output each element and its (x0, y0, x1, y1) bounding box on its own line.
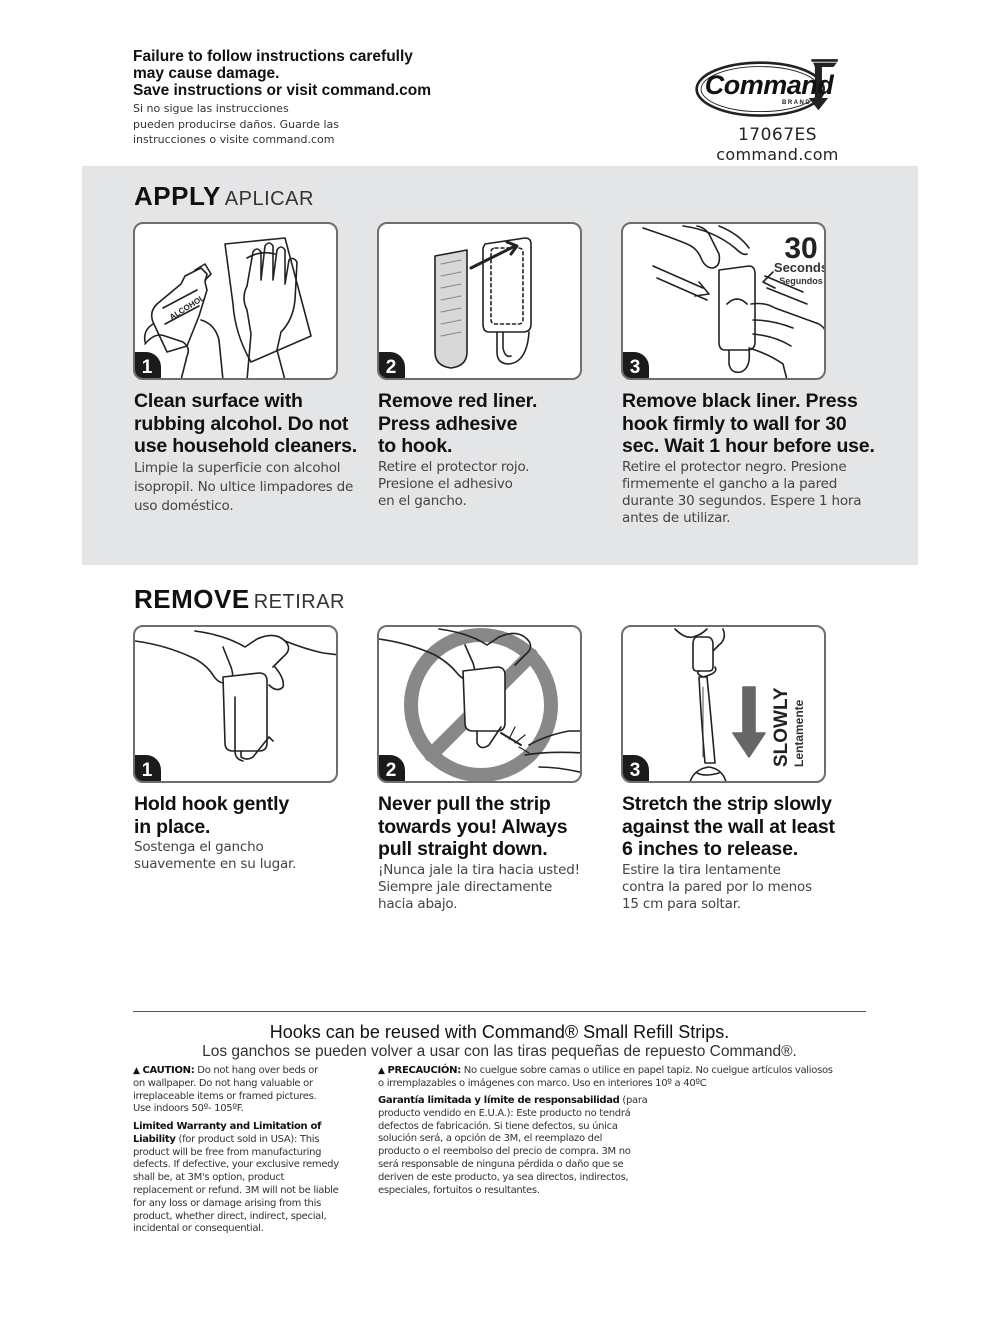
logo-text: Command (704, 70, 834, 100)
apply-step-1-text: Clean surface with rubbing alcohol. Do not use household cleaners. Limpie la superficie con alcohol isopropil. No ultice limpadores de uso doméstico. (134, 390, 357, 514)
step-number-badge: 3 (621, 755, 649, 783)
slowly-label: SLOWLY (771, 687, 792, 767)
warranty-es: Garantía limitada y límite de responsabilidad (para producto vendido en E.U.A.): Este producto no tendrá defectos de fabricación. Si tiene defectos, su única solución será, a opción de 3M, el reemplazo del producto o el reembolso del precio de compra. 3M no será responsable de ninguna pérdida o daño que se deriven de este producto, ya sea directos, indirectos, especiales, fortuitos o resultantes. (378, 1095, 648, 1196)
command-logo-block (690, 50, 865, 170)
step-number-badge: 1 (133, 755, 161, 783)
lentamente-label: Lentamente (792, 699, 806, 767)
hold-hook-hand-icon (135, 627, 338, 783)
warning-triangle-icon: ▲ (378, 1066, 385, 1076)
reuse-note-en: Hooks can be reused with Command® Small Refill Strips. (269, 1022, 730, 1042)
logo-brand: BRAND (782, 100, 812, 106)
warning-triangle-icon: ▲ (133, 1066, 140, 1076)
adhesive-strip-hook-icon (379, 224, 582, 380)
apply-title: APPLY APLICAR (134, 181, 314, 211)
stretch-strip-icon (623, 627, 826, 783)
warning-spanish: Si no sigue las instrucciones pueden producirse daños. Guarde las instrucciones o visite command.com (133, 102, 339, 146)
remove-step-1-text: Hold hook gently in place. Sostenga el gancho suavemente en su lugar. (134, 793, 297, 872)
svg-text:ALCOHOL: ALCOHOL (167, 293, 207, 322)
step-number-badge: 2 (377, 755, 405, 783)
step-number-badge: 1 (133, 352, 161, 380)
caution-es: ▲ PRECAUCIÓN: No cuelgue sobre camas o utilice en papel tapiz. No cuelgue artículos valiosos o irremplazables o imágenes con marco. Uso en interiores 10º a 40ºC (378, 1065, 833, 1089)
step-number-badge: 3 (621, 352, 649, 380)
step-number-badge: 2 (377, 352, 405, 380)
remove-step-3-text: Stretch the strip slowly against the wall at least 6 inches to release. Estire la tira lentamente contra la pared por lo menos 15 cm para soltar. (622, 793, 835, 912)
apply-step-1-illustration (133, 222, 338, 380)
warning-english: Failure to follow instructions carefully may cause damage. Save instructions or visit command.com (133, 48, 432, 99)
remove-step-3-illustration (621, 625, 826, 783)
apply-step-3-illustration (621, 222, 826, 380)
apply-step-2-text: Remove red liner. Press adhesive to hook. Retire el protector rojo. Presione el adhesivo en el gancho. (378, 390, 538, 509)
reuse-note-es: Los ganchos se pueden volver a usar con las tiras pequeñas de repuesto Command®. (202, 1043, 797, 1060)
apply-step-2-illustration (377, 222, 582, 380)
alcohol-bottle-icon (135, 224, 338, 380)
press-hook-hands-icon (623, 224, 826, 380)
timer-unit-en: Seconds (773, 260, 828, 275)
apply-step-3-text: Remove black liner. Press hook firmly to wall for 30 sec. Wait 1 hour before use. Retire el protector negro. Presione firmemente el gancho a la pared durante 30 segundos. Espere 1 hora antes de utilizar. (622, 390, 875, 526)
caution-en: ▲ CAUTION: Do not hang over beds or on wallpaper. Do not hang valuable or irreplaceable items or framed pictures. Use indoors 50º- 105ºF. (133, 1065, 318, 1115)
remove-step-1-illustration (133, 625, 338, 783)
model-number: 17067ES (737, 125, 818, 145)
timer-value: 30 (784, 232, 818, 265)
footer-divider (133, 1011, 866, 1012)
website-text: command.com (716, 145, 839, 164)
prohibited-pull-icon (379, 627, 582, 783)
remove-step-2-illustration (377, 625, 582, 783)
warranty-en: Limited Warranty and Limitation of Liability (for product sold in USA): This product will be free from manufacturing defects. If defective, your exclusive remedy shall be, at 3M's option, product replacement or refund. 3M will not be liable for any loss or damage arising from this product, whether direct, indirect, special, incidental or consequential. (133, 1121, 339, 1235)
remove-step-2-text: Never pull the strip towards you! Always pull straight down. ¡Nunca jale la tira hacia usted! Siempre jale directamente hacia abajo. (378, 793, 580, 912)
timer-unit-es: Segundos (779, 276, 823, 286)
header-warning (133, 48, 493, 148)
remove-title: REMOVE RETIRAR (134, 584, 345, 614)
